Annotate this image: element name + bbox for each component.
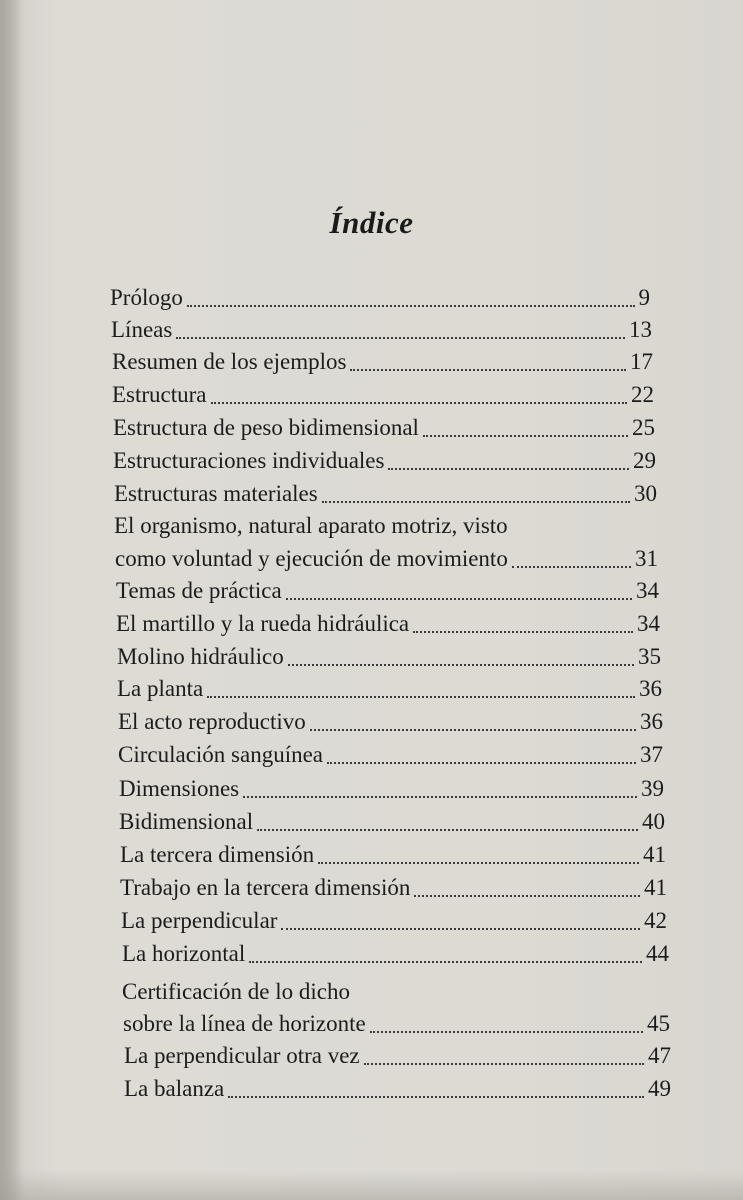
- toc-entry: [122, 940, 669, 968]
- toc-entry-page: 44: [646, 941, 669, 966]
- toc-entry: [120, 874, 667, 902]
- dot-leader: [228, 1096, 644, 1098]
- toc-entry: [120, 841, 666, 869]
- toc-entry: [110, 284, 650, 312]
- spine-shadow: [0, 0, 22, 1200]
- dot-leader: [187, 305, 635, 307]
- toc-entry-page: 31: [635, 546, 658, 571]
- toc-entry-title: Dimensiones: [119, 776, 240, 801]
- dot-leader: [286, 598, 632, 600]
- dot-leader: [512, 566, 631, 568]
- dot-leader: [388, 468, 629, 470]
- toc-entry-page: 36: [640, 709, 663, 734]
- toc-entry-page: 37: [640, 742, 663, 767]
- toc-entry-page: 22: [631, 382, 654, 407]
- toc-entry-title: La tercera dimensión: [120, 842, 315, 867]
- dot-leader: [310, 729, 636, 731]
- toc-entry: [123, 1010, 670, 1038]
- dot-leader: [249, 961, 642, 963]
- toc-entry-page: 17: [630, 349, 653, 374]
- toc-entry-title: La horizontal: [122, 941, 246, 966]
- toc-entry: [113, 414, 655, 442]
- dot-leader: [243, 796, 637, 798]
- toc-entry: [117, 643, 661, 671]
- toc-entry: [115, 545, 658, 573]
- toc-entry: [118, 708, 663, 736]
- dot-leader: [176, 337, 625, 339]
- toc-entry-page: 9: [638, 285, 650, 310]
- toc-entry-title: Molino hidráulico: [117, 644, 284, 669]
- toc-entry-title-line1: El organismo, natural aparato motriz, visto: [114, 513, 508, 538]
- toc-entry-title: Circulación sanguínea: [118, 742, 324, 767]
- toc-entry: [116, 577, 659, 605]
- dot-leader: [327, 762, 636, 764]
- toc-entry: [112, 348, 653, 376]
- toc-entry-title: sobre la línea de horizonte: [123, 1011, 366, 1036]
- dot-leader: [288, 664, 634, 666]
- toc-entry-title: Estructuras materiales: [114, 481, 318, 506]
- toc-entry: [114, 480, 657, 508]
- toc-entry: [119, 808, 665, 836]
- toc-entry-title: El acto reproductivo: [118, 709, 306, 734]
- page-title: Índice: [329, 205, 414, 240]
- toc-entry-title: Estructura de peso bidimensional: [113, 415, 419, 440]
- dot-leader: [414, 895, 640, 897]
- page-bottom-edge: [0, 1170, 743, 1200]
- dot-leader: [281, 928, 640, 930]
- dot-leader: [413, 631, 633, 633]
- toc-entry-title: Temas de práctica: [116, 578, 282, 603]
- dot-leader: [423, 435, 628, 437]
- dot-leader: [322, 501, 630, 503]
- toc-entry-page: 25: [632, 415, 655, 440]
- toc-entry: [124, 1075, 671, 1103]
- toc-entry-page: 49: [648, 1076, 671, 1101]
- toc-entry-page: 39: [641, 776, 664, 801]
- toc-entry-page: 45: [647, 1011, 670, 1036]
- toc-entry: [111, 316, 652, 344]
- dot-leader: [370, 1031, 643, 1033]
- dot-leader: [211, 402, 627, 404]
- toc-entry-title: La perpendicular otra vez: [124, 1043, 360, 1068]
- toc-entry-page: 47: [648, 1043, 671, 1068]
- toc-entry-page: 40: [642, 809, 665, 834]
- toc-entry: [116, 610, 660, 638]
- toc-entry: [117, 675, 662, 703]
- toc-entry-page: 34: [636, 578, 659, 603]
- toc-entry-page: 42: [644, 908, 667, 933]
- toc-entry: [118, 741, 663, 769]
- toc-entry-title: Estructuraciones individuales: [113, 448, 385, 473]
- toc-entry-page: 41: [643, 842, 666, 867]
- toc-entry-title: Resumen de los ejemplos: [112, 349, 347, 374]
- toc-entry-title: Prólogo: [110, 285, 183, 310]
- toc-entry-title: El martillo y la rueda hidráulica: [116, 611, 410, 636]
- dot-leader: [364, 1063, 644, 1065]
- toc-entry: [121, 907, 667, 935]
- toc-entry-title-line1: Certificación de lo dicho: [122, 979, 351, 1004]
- dot-leader: [318, 862, 639, 864]
- toc-entry-title: Trabajo en la tercera dimensión: [120, 875, 411, 900]
- toc-entry-title: La balanza: [124, 1076, 225, 1101]
- dot-leader: [257, 829, 638, 831]
- toc-entry: [113, 447, 656, 475]
- toc-entry-title: como voluntad y ejecución de movimiento: [115, 546, 508, 571]
- toc-entry-title: La perpendicular: [121, 908, 278, 933]
- toc-entry-page: 41: [644, 875, 667, 900]
- toc-entry-title: Estructura: [112, 382, 207, 407]
- toc-entry: [119, 775, 664, 803]
- toc-entry-page: 35: [638, 644, 661, 669]
- toc-entry-page: 30: [634, 481, 657, 506]
- toc-entry: [112, 381, 654, 409]
- toc-entry: [124, 1042, 671, 1070]
- toc-entry-title: Líneas: [111, 317, 173, 342]
- dot-leader: [350, 369, 626, 371]
- toc-entry-page: 13: [629, 317, 652, 342]
- toc-entry-page: 36: [639, 676, 662, 701]
- dot-leader: [207, 696, 635, 698]
- toc-entry-title: Bidimensional: [119, 809, 254, 834]
- toc-entry-page: 29: [633, 448, 656, 473]
- toc-entry-title: La planta: [117, 676, 204, 701]
- toc-entry-page: 34: [637, 611, 660, 636]
